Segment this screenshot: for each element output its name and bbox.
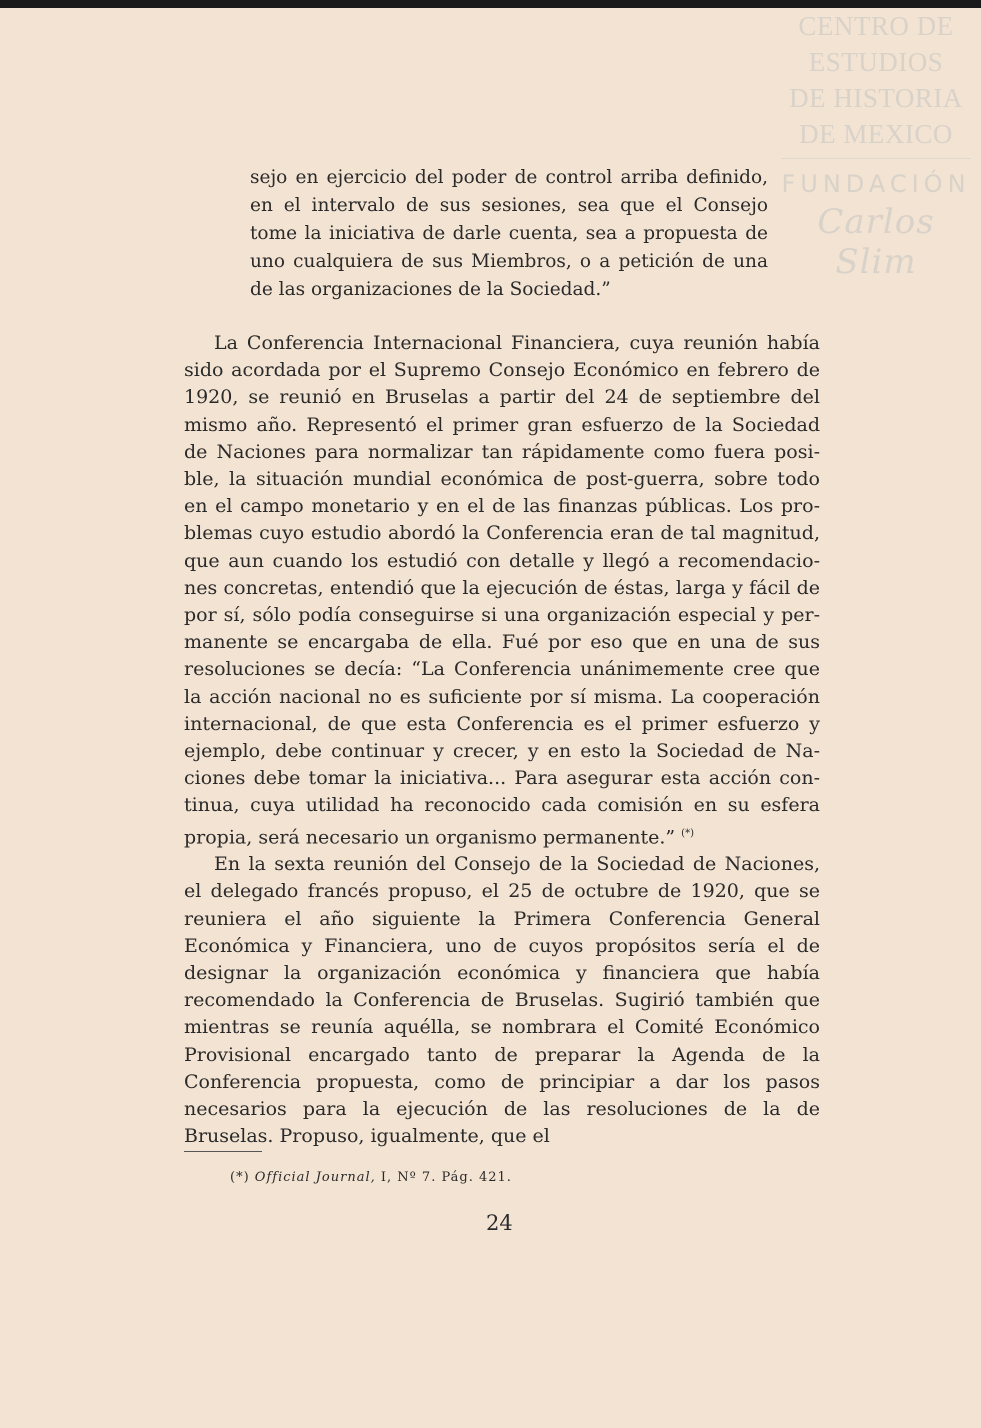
document-page (0, 8, 981, 1428)
body-text (184, 330, 820, 1150)
watermark-foundation: FUNDACIÓN (781, 170, 971, 198)
paragraph: En la sexta reunión del Consejo de la Sociedad de Naciones, el delegado francés propuso, el 25 de octubre de 1920, que se reuniera el año siguiente la Primera Conferencia General Económica y Financiera, uno de cuyos propósitos sería el de designar la organización económica y financiera que había recomendado la Conferencia de Bruselas. Sugirió también que mientras se reunía aquélla, se nombrara el Comité Económico Provisional encargado tanto de preparar la Agenda de la Conferencia propuesta, como de principiar a dar los pasos necesarios para la ejecución de las resoluciones de la de Bruselas. Propuso, igualmente, que el (184, 853, 820, 1148)
watermark-divider (781, 158, 971, 159)
footnote-citation: I, Nº 7. Pág. 421. (380, 1170, 512, 1185)
page-number: 24 (486, 1211, 513, 1235)
watermark (781, 8, 971, 282)
watermark-line: DE MEXICO (799, 119, 953, 149)
watermark-signature: Carlos Slim (817, 202, 935, 282)
footnote-title: Official Journal, (254, 1170, 376, 1185)
watermark-line: DE HISTORIA (789, 83, 963, 113)
footnote-divider (184, 1151, 262, 1152)
footnote (230, 1170, 512, 1185)
quote-text: sejo en ejercicio del poder de control arriba definido, en el intervalo de sus sesiones, sea que el Consejo tome la iniciativa de darle cuenta, sea a propuesta de uno cualquiera de sus Miembros, o a petición de una de las organizaciones de la Sociedad.” (250, 167, 768, 300)
paragraph (184, 330, 820, 851)
block-quote (250, 164, 768, 304)
paragraph-text: La Conferencia Internacional Financiera, cuya reunión había sido acordada por el Supremo Consejo Económico en febrero de 1920, se reunió en Bruselas a partir del 24 de septiembre del mismo año. Representó el primer gran esfuerzo de la Sociedad de Naciones para normalizar tan rápidamente como fuera posible, la situación mundial económica de post-guerra, sobre todo en el campo monetario y en el de las finanzas públicas. Los problemas cuyo estudio abordó la Conferencia eran de tal magnitud, que aun cuando los estudió con detalle y llegó a recomendaciones concretas, entendió que la ejecución de éstas, larga y fácil de por sí, sólo podía conseguirse si una organización especial y permanente se encargaba de ella. Fué por eso que en una de sus resoluciones se decía: “La Conferencia unánimemente cree que la acción nacional no es suficiente por sí misma. La cooperación internacional, de que esta Conferencia es el primer esfuerzo y ejemplo, debe continuar y crecer, y en esto la Sociedad de Naciones debe tomar la iniciativa... Para asegurar esta acción continua, cuya utilidad ha reconocido cada comisión en su esfera propia, será necesario un organismo permanente.” (184, 332, 820, 848)
watermark-line: ESTUDIOS (808, 47, 944, 77)
footnote-marker: (*) (230, 1170, 250, 1185)
footnote-reference: (*) (681, 827, 694, 839)
watermark-line: CENTRO DE (798, 11, 954, 41)
